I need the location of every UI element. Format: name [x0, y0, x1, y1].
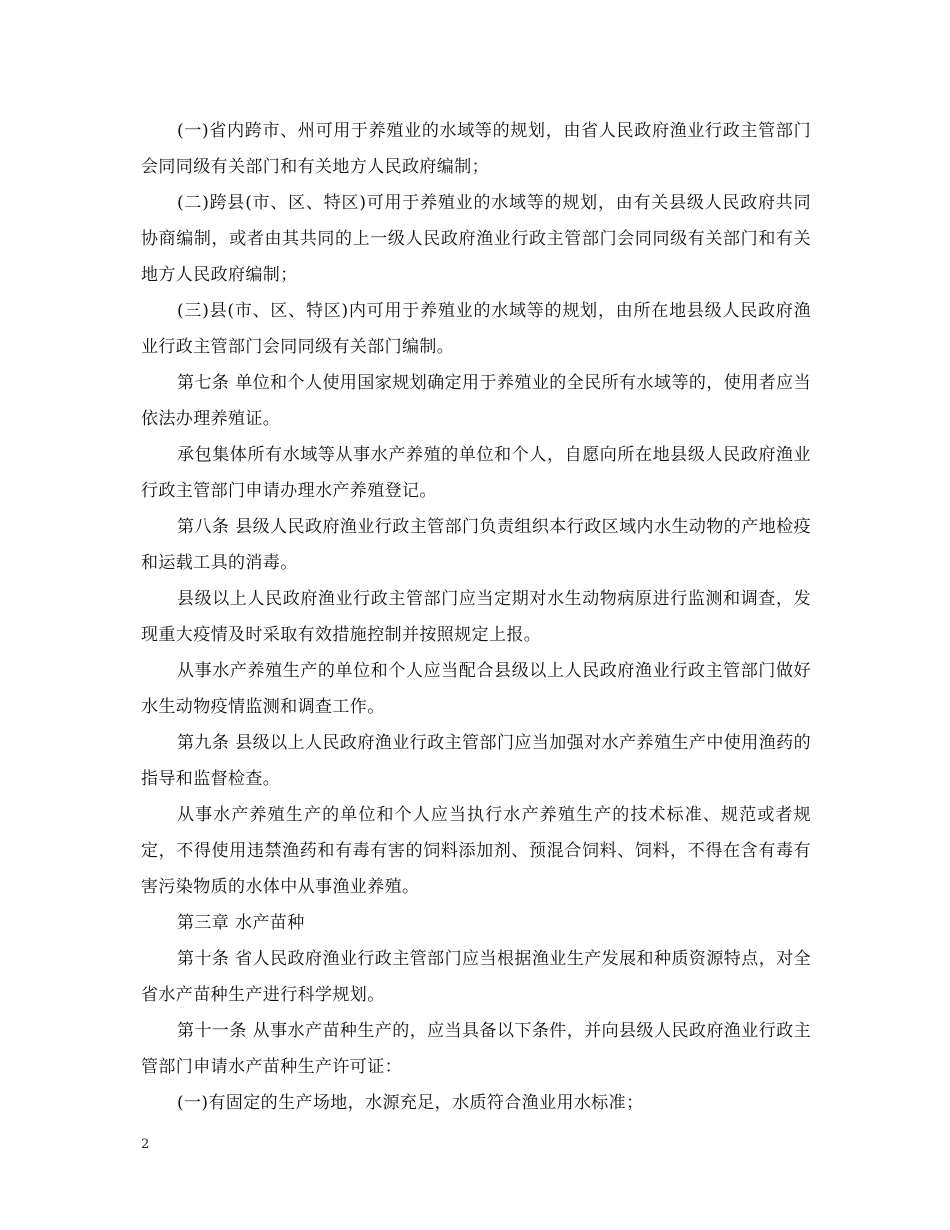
page-number: 2: [141, 1137, 150, 1152]
paragraph-5: 承包集体所有水域等从事水产养殖的单位和个人，自愿向所在地县级人民政府渔业行政主管部门申请办理水产养殖登记。: [141, 445, 811, 501]
paragraph-8: 从事水产养殖生产的单位和个人应当配合县级以上人民政府渔业行政主管部门做好水生动物疫情监测和调查工作。: [141, 661, 811, 717]
paragraph-7: 县级以上人民政府渔业行政主管部门应当定期对水生动物病原进行监测和调查，发现重大疫情及时采取有效措施控制并按照规定上报。: [141, 589, 811, 645]
paragraph-14: (一)有固定的生产场地，水源充足，水质符合渔业用水标准；: [177, 1093, 644, 1113]
article-11: 第十一条 从事水产苗种生产的，应当具备以下条件，并向县级人民政府渔业行政主管部门申请水产苗种生产许可证：: [141, 1021, 811, 1077]
paragraph-3: (三)县(市、区、特区)内可用于养殖业的水域等的规划，由所在地县级人民政府渔业行政主管部门会同同级有关部门编制。: [141, 301, 811, 357]
paragraph-1: (一)省内跨市、州可用于养殖业的水域等的规划，由省人民政府渔业行政主管部门会同同级有关部门和有关地方人民政府编制；: [141, 121, 811, 177]
paragraph-10: 从事水产养殖生产的单位和个人应当执行水产养殖生产的技术标准、规范或者规定，不得使用违禁渔药和有毒有害的饲料添加剂、预混合饲料、饲料，不得在含有毒有害污染物质的水体中从事渔业养殖。: [141, 805, 811, 897]
article-7: 第七条 单位和个人使用国家规划确定用于养殖业的全民所有水域等的，使用者应当依法办理养殖证。: [141, 373, 811, 429]
article-8: 第八条 县级人民政府渔业行政主管部门负责组织本行政区域内水生动物的产地检疫和运载工具的消毒。: [141, 517, 811, 573]
article-10: 第十条 省人民政府渔业行政主管部门应当根据渔业生产发展和种质资源特点，对全省水产苗种生产进行科学规划。: [141, 949, 811, 1005]
article-9: 第九条 县级以上人民政府渔业行政主管部门应当加强对水产养殖生产中使用渔药的指导和监督检查。: [141, 733, 811, 789]
document-body: [141, 113, 811, 1121]
paragraph-2: (二)跨县(市、区、特区)可用于养殖业的水域等的规划，由有关县级人民政府共同协商编制，或者由其共同的上一级人民政府渔业行政主管部门会同同级有关部门和有关地方人民政府编制；: [141, 193, 811, 285]
chapter-3-heading: 第三章 水产苗种: [177, 913, 305, 933]
